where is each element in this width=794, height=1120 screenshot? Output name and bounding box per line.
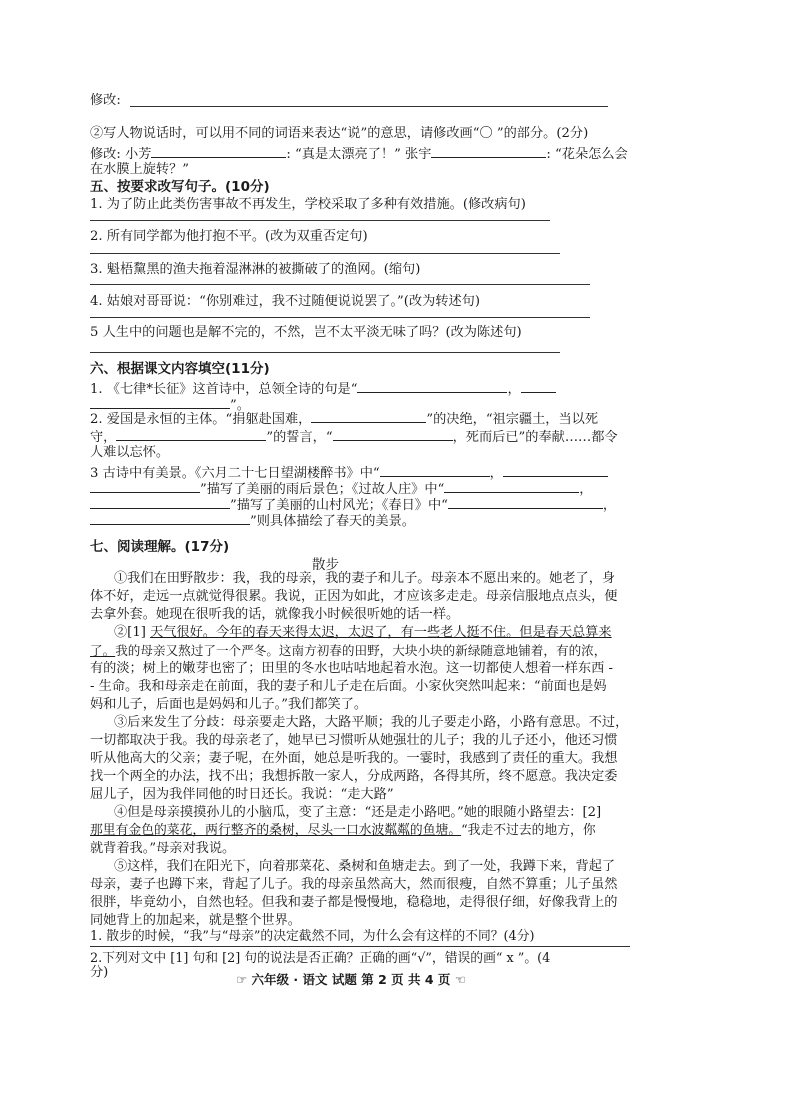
passage-line: 一切都取决于我。我的母亲老了，她早已习惯听从她强壮的儿子；我的儿子还小，他还习惯 [90,733,618,748]
passage-line: ④但是母亲摸摸孙儿的小脑瓜，变了主意：“还是走小路吧。”她的眼随小路望去：[2] [114,805,602,820]
passage-line: 就背着我。”母亲对我说。 [90,841,236,856]
blank[interactable] [444,478,579,493]
section-7-title: 七、阅读理解。(17分) [90,539,230,555]
sec5-item-2: 2. 所有同学都为他打抱不平。(改为双重否定句) [90,229,368,244]
sec5-item-4: 4. 姑娘对哥哥说：“你别难过，我不过随便说说罢了。”(改为转述句) [90,294,481,309]
fix-label: 修改: [90,93,121,108]
passage-line: 去拿外套。她现在很听我的话，就像我小时候很听她的话一样。 [90,607,460,622]
sec5-item-1: 1. 为了防止此类伤害事故不再发生，学校采取了多种有效措施。(修改病句) [90,197,526,212]
blank[interactable] [521,378,556,393]
fix-q2: ②写人物说话时，可以用不同的词语来表达“说”的意思，请修改画“〇 ”的部分。(2分) [90,126,589,141]
passage-line: 有的淡；树上的嫩芽也密了；田里的冬水也咕咕地起着水泡。这一切都使人想着一样东西 - [90,661,613,676]
sec6-q2: 2. 爱国是永恒的主体。“捐躯赴国难， ”的决绝，“祖宗疆土，当以死 [90,408,598,429]
blank[interactable] [90,478,200,493]
sec6-q3: 3 古诗中有美景。《六月二十七日望湖楼醉书》中“ ， [90,462,608,483]
section-5-title: 五、按要求改写句子。(10分) [90,179,270,195]
blank[interactable] [90,394,230,409]
blank[interactable] [503,462,608,477]
answer-line [90,352,560,353]
reading-q2-end: 分) [90,965,109,980]
answer-line [90,220,550,221]
passage-line: 同她背上的加起来，就是整个世界。 [90,913,301,928]
passage-line: 听从他高大的父亲；妻子呢，在外面，她总是听我的。一霎时，我感到了责任的重大。我想 [90,751,618,766]
sentence-1: 天气很好。今年的春天来得太迟，太迟了，有一些老人挺不住。但是春天总算来 [150,625,612,640]
reading-q1-visible: 1. 散步的时候，“我”与“母亲”的决定截然不同，为什么会有这样的不同？(4分) [90,929,535,944]
page-footer: ☞ 六年级 · 语文 试题 第 2 页 共 4 页 ☜ [236,972,466,987]
passage-line: ①我们在田野散步：我，我的母亲，我的妻子和儿子。母亲本不愿出来的。她老了，身 [114,571,616,586]
fix-answer-line [130,106,608,107]
sec6-q3-line4: ”则具体描绘了春天的美景。 [90,510,415,531]
blank[interactable] [151,143,286,158]
sec6-q1-end: ”。 [90,394,250,415]
fix-label-line [90,92,121,110]
section-6-title: 六、根据课文内容填空(11分) [90,361,270,377]
passage-line: 很胖，毕竟幼小，自然也轻。但我和妻子都是慢慢地，稳稳地，走得很仔细，好像我背上的 [90,895,618,910]
answer-line [90,317,590,318]
passage-title: 散步 [312,557,339,573]
blank[interactable] [90,494,230,509]
blank[interactable] [311,408,426,423]
passage-line: 体不好，走远一点就觉得很累。我说，正因为如此，才应该多走走。母亲信服地点点头，便 [90,589,618,604]
sec6-q3-line3: ”描写了美丽的山村风光；《春日》中“ ， [90,494,616,515]
passage-line: 母亲，妻子也蹲下来，背起了儿子。我的母亲虽然高大，然而很瘦，自然不算重；儿子虽然 [90,877,618,892]
sentence-1-end: 了。 [90,643,116,658]
blank[interactable] [116,426,266,441]
blank[interactable] [90,510,250,525]
passage-line: 妈和儿子，后面也是妈妈和儿子。”我们都笑了。 [90,697,368,712]
sec6-q2-line2: 守， ”的誓言，“ ，死而后已”的奉献……都令 [90,426,618,447]
blank[interactable] [380,462,490,477]
answer-line [90,946,630,947]
passage-p2-line1: ②[1] 天气很好。今年的春天来得太迟，太迟了，有一些老人挺不住。但是春天总算来 [114,625,612,640]
passage-line: ③后来发生了分歧：母亲要走大路，大路平顺；我的儿子要走小路，小路有意思。不过， [114,715,629,730]
passage-p4-line: 那里有金色的菜花，两行整齐的桑树，尽头一口水波粼粼的鱼塘。“我走不过去的地方，你 [90,823,596,838]
answer-line [90,284,590,285]
sec5-item-5: 5 人生中的问题也是解不完的，不然，岂不太平淡无味了吗？(改为陈述句) [90,325,522,340]
sec6-q2-line3: 人难以忘怀。 [90,445,170,460]
blank[interactable] [448,494,603,509]
blank[interactable] [357,378,507,393]
sec6-q1: 1. 《七律*长征》这首诗中，总领全诗的句是“ ， [90,378,556,399]
sec5-item-3: 3. 魁梧黧黑的渔夫拖着湿淋淋的被撕破了的渔网。(缩句) [90,262,421,277]
blank[interactable] [431,143,546,158]
fix-q2-line1: 修改: 小芳 : “真是太漂亮了！” 张宇 : “花朵怎么会 [90,143,628,164]
sentence-2: 那里有金色的菜花，两行整齐的桑树，尽头一口水波粼粼的鱼塘。 [90,823,462,838]
fix-q2-line2: 在水膜上旋转？” [90,162,190,177]
passage-line: - 生命。我和母亲走在前面，我的妻子和儿子走在后面。小家伙突然叫起来：“前面也是妈 [90,679,607,694]
reading-q2: 2.下列对文中 [1] 句和 [2] 句的说法是否正确？正确的画“√”，错误的画“ x ”。(4 [90,951,551,966]
answer-line [90,253,560,254]
passage-line: 屈儿子，因为我伴同他的时日还长。我说：“走大路” [90,787,394,802]
sec6-q3-line2: ”描写了美丽的雨后景色；《过故人庄》中“ ， [90,478,592,499]
passage-line: 找一个两全的办法，找不出；我想拆散一家人，分成两路，各得其所，终不愿意。我决定委 [90,769,618,784]
passage-line: ⑤这样，我们在阳光下，向着那菜花、桑树和鱼塘走去。到了一处，我蹲下来，背起了 [114,859,616,874]
blank[interactable] [333,426,453,441]
passage-p2-line2: 了。我的母亲又熬过了一个严冬。这南方初春的田野，大块小块的新绿随意地铺着，有的浓， [90,643,607,658]
